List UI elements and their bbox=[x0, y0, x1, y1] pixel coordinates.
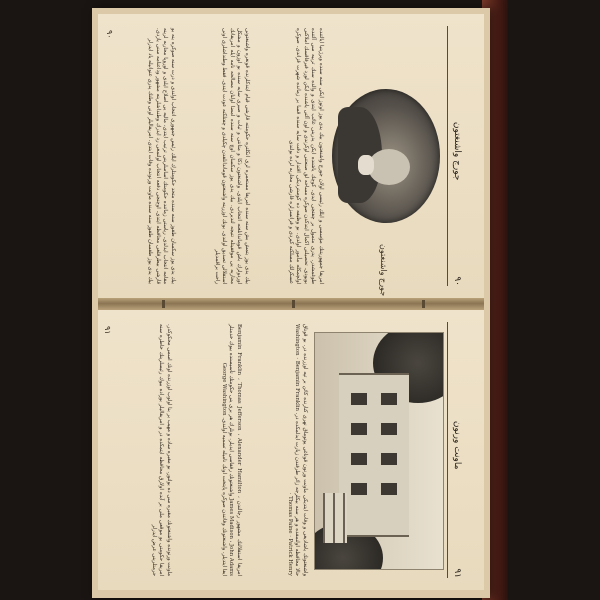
upper-header-page-number: ۹۰ bbox=[452, 276, 462, 286]
binding-stitch bbox=[292, 300, 295, 308]
lower-text-column-2: امریقا استقلالنك مشهور رجالندن Benjamin Franklin ، Thomas Jefferson ، Alexander Hamilton ، James Madison ، John Adams واشنغتونك رفقاسی ایدیلر. بونلرك هر بری ینی حكومتك تأسیسنده بیوك خدمتلر ایفا ایتدیلر. واشنغتونك وفاتندن صوكره پایتخت اونك نامیله تسمیه اولندی. George Washington bbox=[220, 324, 242, 576]
lower-header-title: ماونت ورنون bbox=[452, 420, 462, 470]
lower-text-column-3: ماونت ورنونده واشنغتونك مقبره سی ده بولنور. بو مقبره ساده و مهیب بر بنا اولوب اوزرنده اونك اسمی محكوكدر. امریقا حكومتی بو موقعی ملی بر آبده اولارق محافظه ایتمكده در و امریقالیلر بوراده بیوك رئیسلرینك خاطره سنه حرمتلرینی عرض ایدرلر bbox=[150, 324, 172, 576]
portrait-caption: جورج واشنغتون bbox=[379, 244, 388, 297]
building-engraving bbox=[314, 332, 444, 570]
upper-page-content bbox=[98, 14, 484, 298]
binding-stitch bbox=[162, 300, 165, 308]
lower-page bbox=[98, 310, 484, 590]
upper-text-column-1: امریقا جمهوریتنك مؤسسی و ایلك رئیسی اولان جورج واشنغتون بیك یدی یوز اوتوز ایكی سنه سنده ویرژینیا ایالتنده طوغمشدر. پدری متمول بر چفتجی ایدی. كوچك یاشنده ایكن پدرینی غائب ایتدی و والده سنك تربیه سی آلتنده بویودی. تحصیلنی اكمال ایتدكدن صوكره مساحه لق صنعتنی اوكرندی و اون آلتی یاشنده ایكن لورد فیرفاقسك املاكنی اولچمكله مأمور اولدی. بو وظیفه ده كوستردیكی اقتدار و دقت سایه سنده قسا بر زمانده شهرت قزاندی. صوكره عسكرلك مسلكنه كیردی و فرانسزلره قارشی محاربه لرده بولندی bbox=[287, 28, 324, 284]
upper-folio: ۹۰ bbox=[105, 30, 114, 39]
upper-running-header bbox=[447, 26, 466, 286]
binding-stitch bbox=[422, 300, 425, 308]
lower-running-header bbox=[447, 322, 466, 578]
upper-text-column-3: بیك یدی یوز سكسان طقوز سنه سنده متحد حكومتلرك ایلك رئیس جمهوری انتخاب اولندی و درت سنه صوكره ینه بو مقامه انتخاب ایدلدی. ریاستی زماننده حكومتك اساسلرینی ترتیب ایتدی، مالیه یی اصلاح ایلدی و اوروپا محاربه لرینه قارشی بیطرفلغی محافظه ایتدی. اوچنجی دفعه انتخاب اولنمغی رد ایدرك وطنداشلرینه مشهور وداعنامه سنی یازدی. بیك یدی یوز طقسان طقوز سنه سنده ماونت ورنونده وفات ایتدی. امریقالیلر اونی وطنك پدری عنوانیله یاد ایدرلر bbox=[147, 28, 176, 284]
lower-page-content bbox=[98, 310, 484, 590]
upper-text-column-2: بیك یدی یوز یتمش بش سنه سنده امریقا مستعمره لری انكلتره حكومتنه قارشی قیام ایتدكلرنده قونغره واشنغتونی اوردولرك باش قوماندانلغنه انتخاب ایلدی. واشنغتون ذكا و متانتی و ثبات و صبری سایه سنده بو اوزون و مشكل محاربه یی موفقیتله نتیجه لندیردی. بیك یدی یوز سكسان اوچ سنه سنده امضا اولنان مصالحه نامه ایله امریقانك استقلالی تصدیق اولندی. بونك اوزرینه واشنغتون قوماندانلقدن چكیلدی و چفتلكنه عودت ایتدی. فقط وطنداشلری اونی راحت براقمدیلر bbox=[213, 28, 250, 284]
open-book bbox=[92, 8, 490, 598]
lower-text-column-1: واشنغتونك یاشادیغی و وفات ایتدیكی ماونت ورنون قوناغی پوتوماق نهری كنارنده كائن بر تپه اوزرنده در. بو قوناق حالا محافظه اولنمقده و هر سنه بیكلرجه زائر طرفندن زیارت ایدلمكده در. Washington · Benjamin Franklin · Thomas Paine · Patrick Henry bbox=[286, 324, 308, 577]
upper-header-title: جورج واشنغتون bbox=[452, 121, 462, 181]
book-gutter bbox=[98, 298, 484, 310]
upper-page bbox=[98, 14, 484, 298]
lower-folio: ۹۱ bbox=[103, 326, 112, 335]
portrait-engraving bbox=[332, 89, 440, 223]
lower-header-page-number: ۹۱ bbox=[452, 568, 462, 578]
